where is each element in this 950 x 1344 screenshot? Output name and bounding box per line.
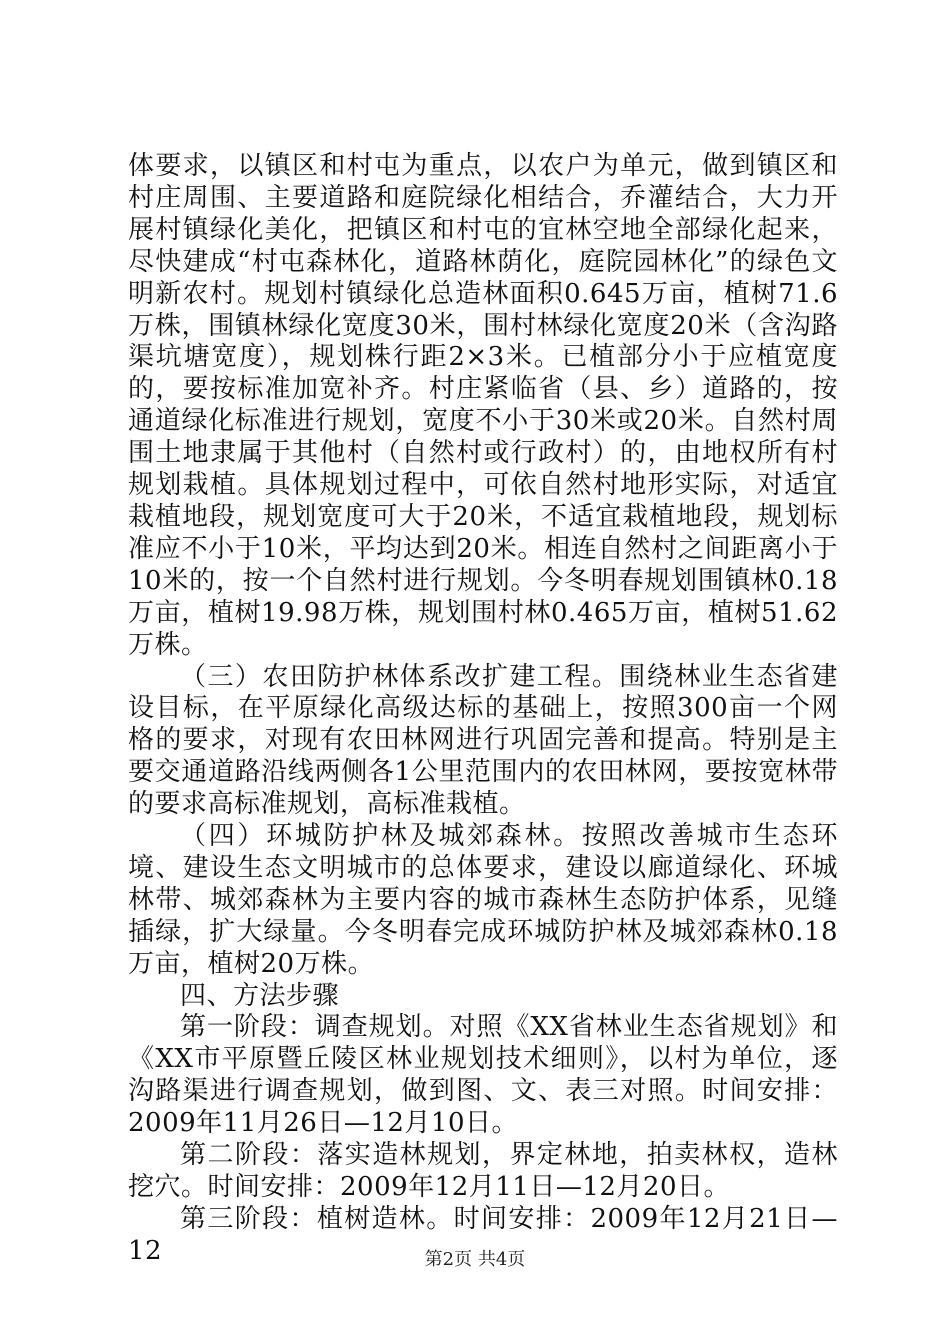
paragraph-stage-two: 第二阶段：落实造林规划，界定林地，拍卖林权，造林挖穴。时间安排：2009年12月11日—12月20日。: [128, 1140, 838, 1202]
paragraph-farmland-shelterbelt: （三）农田防护林体系改扩建工程。围绕林业生态省建设目标，在平原绿化高级达标的基础上，按照300亩一个网格的要求，对现有农田林网进行巩固完善和提高。特别是主要交通道路沿线两侧各1公里范围内的农田林网，要按宽林带的要求高标准规划，高标准栽植。: [128, 661, 838, 820]
paragraph-stage-one: 第一阶段：调查规划。对照《XX省林业生态省规划》和《XX市平原暨丘陵区林业规划技术细则》，以村为单位，逐沟路渠进行调查规划，做到图、文、表三对照。时间安排：2009年11月26日—12月10日。: [128, 1012, 838, 1139]
paragraph-urban-forest: （四）环城防护林及城郊森林。按照改善城市生态环境、建设生态文明城市的总体要求，建设以廊道绿化、环城林带、城郊森林为主要内容的城市森林生态防护体系，见缝插绿，扩大绿量。今冬明春完成环城防护林及城郊森林0.18万亩，植树20万株。: [128, 821, 838, 979]
document-body: [128, 151, 838, 1268]
paragraph-village-greening: 体要求，以镇区和村屯为重点，以农户为单元，做到镇区和村庄周围、主要道路和庭院绿化相结合，乔灌结合，大力开展村镇绿化美化，把镇区和村屯的宜林空地全部绿化起来，尽快建成“村屯森林化，道路林荫化，庭院园林化”的绿色文明新农村。规划村镇绿化总造林面积0.645万亩，植树71.6万株，围镇林绿化宽度30米，围村林绿化宽度20米（含沟路渠坑塘宽度），规划株行距2×3米。已植部分小于应植宽度的，要按标准加宽补齐。村庄紧临省（县、乡）道路的，按通道绿化标准进行规划，宽度不小于30米或20米。自然村周围土地隶属于其他村（自然村或行政村）的，由地权所有村规划栽植。具体规划过程中，可依自然村地形实际，对适宜栽植地段，规划宽度可大于20米，不适宜栽植地段，规划标准应不小于10米，平均达到20米。相连自然村之间距离小于10米的，按一个自然村进行规划。今冬明春规划围镇林0.18万亩，植树19.98万株，规划围村林0.465万亩，植树51.62万株。: [128, 151, 838, 660]
section-heading-methods: 四、方法步骤: [180, 980, 340, 1011]
paragraph-stage-three: 第三阶段：植树造林。时间安排：2009年12月21日—12: [128, 1203, 838, 1266]
page-footer: 第2页 共4页: [424, 1249, 526, 1270]
